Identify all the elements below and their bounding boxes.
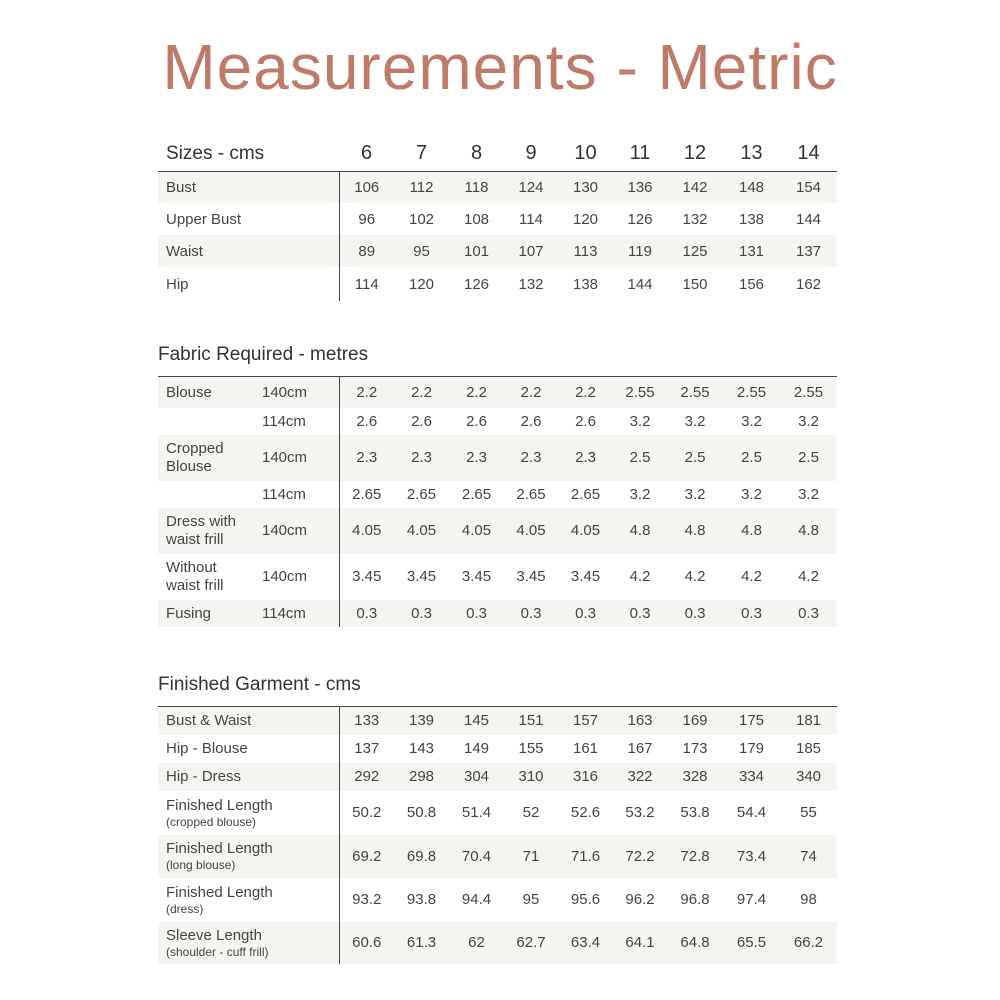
table-cell: 4.2	[629, 568, 651, 585]
table-cell: 179	[738, 740, 765, 757]
table-cell: 61.3	[394, 922, 449, 964]
table-cell: 2.2	[339, 377, 394, 408]
table-cell: 120	[408, 275, 435, 293]
table-cell: 4.05	[339, 508, 394, 554]
table-cell: 185	[795, 740, 822, 757]
row-label: Bust & Waist	[158, 707, 339, 735]
table-cell: 138	[572, 275, 599, 293]
row-label-line1: Without	[166, 558, 217, 576]
table-cell: 136	[613, 171, 667, 203]
table-cell: 3.45	[516, 568, 546, 585]
table-cell: 3.45	[352, 568, 382, 585]
table-cell: 4.05	[394, 508, 449, 554]
table-row	[158, 554, 837, 600]
table-cell: 2.3	[504, 435, 558, 481]
table-cell: 2.2	[504, 377, 558, 408]
table-cell: 2.55	[723, 377, 780, 408]
table-row	[158, 922, 837, 964]
table-cell: 64.1	[613, 922, 667, 964]
table-cell: 133	[339, 707, 394, 735]
table-cell: 53.2	[625, 804, 655, 821]
table-cell: 96.2	[625, 891, 655, 908]
table-cell: 93.8	[406, 891, 437, 908]
table-cell: 114	[354, 275, 379, 293]
table-cell: 304	[449, 763, 504, 791]
table-cell: 114	[519, 210, 543, 228]
table-row	[158, 171, 837, 203]
table-cell: 2.5	[723, 435, 780, 481]
table-cell: 4.8	[613, 508, 667, 554]
table-cell: 51.4	[461, 804, 492, 821]
table-cell: 112	[394, 171, 449, 203]
garment-section	[158, 674, 837, 964]
table-cell: 2.65	[570, 485, 601, 503]
table-cell: 2.3	[339, 435, 394, 481]
table-cell: 96.8	[680, 891, 710, 908]
table-row	[158, 835, 837, 878]
table-cell: 0.3	[449, 600, 504, 627]
fabric-table	[158, 376, 837, 627]
table-cell: 72.8	[667, 835, 723, 878]
table-cell: 3.45	[461, 568, 492, 585]
table-cell: 69.2	[339, 835, 394, 878]
table-cell: 0.3	[723, 600, 780, 627]
row-label	[158, 408, 262, 435]
table-cell: 65.5	[723, 922, 780, 964]
table-cell: 73.4	[723, 835, 780, 878]
table-cell: 107	[504, 235, 558, 267]
table-cell: 156	[738, 275, 765, 293]
table-cell: 2.2	[394, 377, 449, 408]
table-cell: 328	[667, 763, 723, 791]
table-cell: 322	[613, 763, 667, 791]
table-row	[158, 408, 837, 435]
table-cell: 4.8	[667, 508, 723, 554]
table-cell: 52	[522, 804, 540, 821]
table-cell: 52.6	[570, 804, 601, 821]
table-row	[158, 508, 837, 554]
table-cell: 113	[558, 235, 613, 267]
table-cell: 93.2	[352, 891, 382, 908]
table-cell: 126	[463, 275, 490, 293]
table-cell: 2.65	[352, 485, 382, 503]
fabric-width: 140cm	[262, 554, 339, 600]
table-cell: 142	[667, 171, 723, 203]
size-header: 14	[797, 142, 820, 165]
row-label-sub: (cropped blouse)	[166, 814, 257, 829]
table-cell: 3.45	[406, 568, 437, 585]
row-label-line1: Cropped	[166, 439, 224, 457]
table-cell: 74	[780, 835, 837, 878]
row-label	[158, 835, 339, 878]
table-cell: 108	[463, 210, 490, 228]
table-cell: 2.6	[575, 412, 596, 430]
table-row	[158, 435, 837, 481]
row-label	[158, 878, 339, 922]
table-cell: 0.3	[558, 600, 613, 627]
row-label: Waist	[158, 235, 339, 267]
table-cell: 137	[354, 740, 380, 757]
row-label-line2: waist frill	[166, 576, 224, 594]
table-row	[158, 235, 837, 267]
row-label-line2: Blouse	[166, 457, 212, 475]
table-cell: 2.2	[449, 377, 504, 408]
table-cell: 139	[394, 707, 449, 735]
table-cell: 3.45	[570, 568, 601, 585]
row-label: Hip - Blouse	[158, 735, 339, 763]
table-cell: 119	[613, 235, 667, 267]
table-cell: 175	[723, 707, 780, 735]
table-row	[158, 600, 837, 627]
fabric-width: 114cm	[262, 600, 339, 627]
table-cell: 0.3	[504, 600, 558, 627]
table-cell: 0.3	[667, 600, 723, 627]
table-cell: 132	[682, 210, 708, 228]
table-cell: 4.2	[741, 568, 762, 585]
table-cell: 3.2	[629, 412, 651, 430]
garment-heading: Finished Garment - cms	[158, 674, 361, 695]
table-cell: 97.4	[736, 891, 767, 908]
row-label-main: Finished Length	[166, 840, 273, 857]
row-label-line2: waist frill	[166, 530, 224, 548]
table-cell: 4.05	[449, 508, 504, 554]
row-label	[158, 922, 339, 964]
table-cell: 98	[800, 891, 817, 908]
table-cell: 54.4	[736, 804, 767, 821]
table-cell: 298	[394, 763, 449, 791]
table-cell: 131	[723, 235, 780, 267]
table-cell: 3.2	[741, 485, 762, 503]
table-cell: 2.65	[516, 485, 546, 503]
page-title: Measurements - Metric	[162, 31, 838, 103]
table-cell: 2.5	[780, 435, 837, 481]
table-cell: 154	[780, 171, 837, 203]
table-cell: 55	[800, 804, 817, 821]
table-cell: 95	[522, 891, 540, 908]
table-cell: 149	[463, 740, 490, 757]
table-cell: 50.8	[406, 804, 437, 821]
row-label	[158, 481, 262, 508]
table-row	[158, 203, 837, 235]
row-label	[158, 435, 262, 481]
table-cell: 3.2	[798, 485, 819, 503]
table-row	[158, 377, 837, 408]
row-label-main: Sleeve Length	[166, 926, 262, 944]
table-cell: 334	[723, 763, 780, 791]
table-cell: 72.2	[613, 835, 667, 878]
table-cell: 316	[558, 763, 613, 791]
size-header: 13	[740, 142, 763, 165]
fabric-section	[158, 344, 837, 627]
table-cell: 60.6	[339, 922, 394, 964]
row-label	[158, 554, 262, 600]
table-row	[158, 763, 837, 791]
table-cell: 130	[558, 171, 613, 203]
table-cell: 163	[613, 707, 667, 735]
table-cell: 173	[682, 740, 708, 757]
table-cell: 124	[504, 171, 558, 203]
table-cell: 155	[518, 740, 544, 757]
table-cell: 167	[627, 740, 653, 757]
table-cell: 151	[504, 707, 558, 735]
sizes-header-label: Sizes - cms	[166, 142, 265, 164]
table-cell: 71.6	[558, 835, 613, 878]
row-label-main: Finished Length	[166, 883, 273, 901]
row-label: Bust	[158, 171, 339, 203]
size-header: 8	[470, 142, 483, 165]
row-label-line1: Dress with	[166, 512, 237, 530]
table-row	[158, 707, 837, 735]
table-cell: 69.8	[394, 835, 449, 878]
table-cell: 144	[627, 275, 653, 293]
table-cell: 102	[408, 210, 435, 228]
table-cell: 162	[795, 275, 822, 293]
table-row	[158, 481, 837, 508]
table-cell: 2.6	[466, 412, 487, 430]
table-row	[158, 735, 837, 763]
table-cell: 169	[667, 707, 723, 735]
fabric-width: 140cm	[262, 377, 339, 408]
table-cell: 181	[780, 707, 837, 735]
size-header: 7	[415, 142, 428, 165]
table-cell: 95.6	[570, 891, 601, 908]
table-cell: 2.3	[558, 435, 613, 481]
fabric-heading: Fabric Required - metres	[158, 344, 369, 365]
size-header: 10	[574, 142, 597, 165]
table-cell: 101	[449, 235, 504, 267]
table-cell: 157	[558, 707, 613, 735]
table-cell: 118	[449, 171, 504, 203]
table-cell: 150	[682, 275, 708, 293]
row-label-main: Finished Length	[166, 796, 273, 814]
row-label-sub: (long blouse)	[166, 858, 236, 872]
table-cell: 292	[339, 763, 394, 791]
table-cell: 2.6	[411, 412, 432, 430]
table-cell: 340	[780, 763, 837, 791]
row-label: Blouse	[158, 377, 262, 408]
table-cell: 4.8	[780, 508, 837, 554]
table-cell: 3.2	[684, 412, 706, 430]
sizes-section	[158, 137, 837, 301]
table-cell: 3.2	[741, 412, 762, 430]
table-cell: 2.6	[520, 412, 542, 430]
table-cell: 63.4	[558, 922, 613, 964]
size-header: 11	[629, 142, 651, 165]
table-cell: 2.65	[461, 485, 492, 503]
table-cell: 3.2	[798, 412, 819, 430]
table-cell: 137	[780, 235, 837, 267]
table-cell: 2.3	[449, 435, 504, 481]
row-label	[158, 791, 339, 835]
table-cell: 4.8	[723, 508, 780, 554]
table-cell: 62	[449, 922, 504, 964]
size-header: 9	[525, 142, 537, 165]
table-cell: 70.4	[449, 835, 504, 878]
size-header: 6	[360, 142, 373, 165]
table-cell: 145	[449, 707, 504, 735]
table-row	[158, 791, 837, 835]
table-cell: 120	[572, 210, 599, 228]
size-header: 12	[683, 142, 707, 165]
table-cell: 132	[518, 275, 544, 293]
table-cell: 106	[339, 171, 394, 203]
row-label: Upper Bust	[158, 203, 339, 235]
row-label	[158, 508, 262, 554]
fabric-width: 114cm	[262, 481, 339, 508]
table-cell: 3.2	[684, 485, 706, 503]
table-cell: 64.8	[667, 922, 723, 964]
table-cell: 126	[627, 210, 653, 228]
table-cell: 95	[394, 235, 449, 267]
table-cell: 3.2	[629, 485, 651, 503]
table-row	[158, 267, 837, 301]
row-label-sub: (dress)	[166, 901, 204, 916]
table-cell: 125	[667, 235, 723, 267]
table-cell: 143	[408, 740, 435, 757]
table-cell: 2.5	[667, 435, 723, 481]
sizes-header-row	[158, 137, 837, 171]
table-cell: 4.2	[684, 568, 706, 585]
table-cell: 144	[795, 210, 822, 228]
table-cell: 53.8	[680, 804, 710, 821]
table-cell: 4.2	[798, 568, 819, 585]
table-cell: 161	[572, 740, 599, 757]
table-cell: 0.3	[613, 600, 667, 627]
table-cell: 0.3	[780, 600, 837, 627]
table-cell: 2.5	[613, 435, 667, 481]
table-cell: 2.65	[406, 485, 437, 503]
table-cell: 96	[358, 210, 376, 228]
table-cell: 94.4	[461, 891, 492, 908]
table-cell: 0.3	[394, 600, 449, 627]
fabric-width: 140cm	[262, 435, 339, 481]
fabric-width: 114cm	[262, 408, 339, 435]
table-cell: 50.2	[352, 804, 382, 821]
table-cell: 2.2	[558, 377, 613, 408]
table-cell: 2.55	[780, 377, 837, 408]
table-cell: 2.55	[613, 377, 667, 408]
table-cell: 138	[738, 210, 765, 228]
table-row	[158, 878, 837, 922]
table-cell: 4.05	[558, 508, 613, 554]
row-label: Hip	[158, 267, 339, 301]
garment-table	[158, 706, 837, 964]
table-cell: 4.05	[504, 508, 558, 554]
table-cell: 89	[339, 235, 394, 267]
row-label: Hip - Dress	[158, 763, 339, 791]
row-label: Fusing	[158, 600, 262, 627]
row-label-sub: (shoulder - cuff frill)	[166, 944, 269, 959]
table-cell: 2.3	[394, 435, 449, 481]
table-cell: 62.7	[504, 922, 558, 964]
sizes-table	[158, 137, 837, 301]
table-cell: 148	[723, 171, 780, 203]
fabric-width: 140cm	[262, 508, 339, 554]
table-cell: 71	[504, 835, 558, 878]
table-cell: 310	[504, 763, 558, 791]
table-cell: 0.3	[339, 600, 394, 627]
table-cell: 66.2	[780, 922, 837, 964]
table-cell: 2.55	[667, 377, 723, 408]
table-cell: 2.6	[356, 412, 378, 430]
